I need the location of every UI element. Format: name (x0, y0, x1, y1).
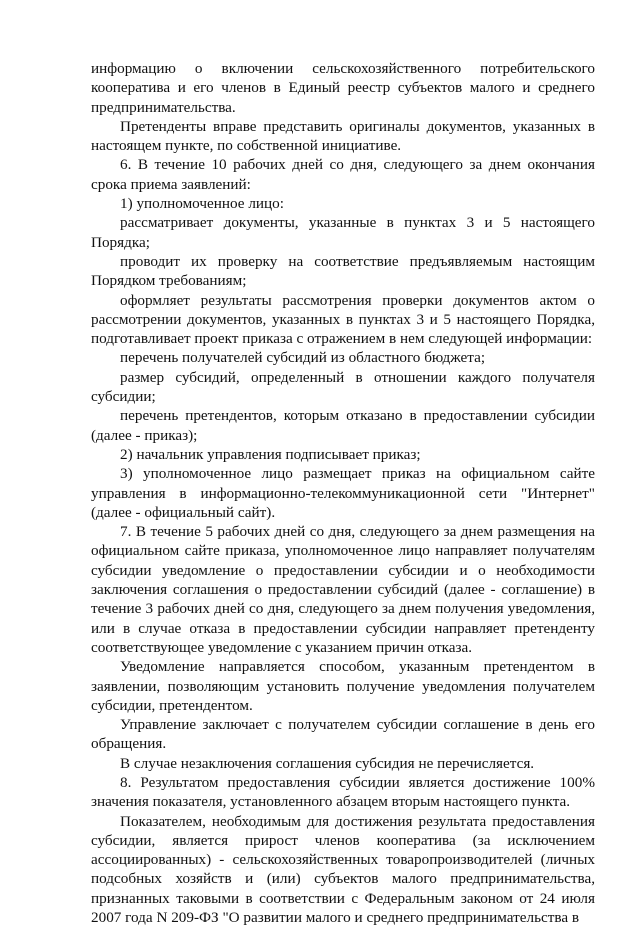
paragraph: 8. Результатом предоставления субсидии является достижение 100% значения показателя, установленного абзацем вторым настоящего пункта. (91, 773, 595, 811)
paragraph: оформляет результаты рассмотрения проверки документов актом о рассмотрении документов, указанных в пунктах 3 и 5 настоящего Порядка, подготавливает проект приказа с отражением в нем следующей информации: (91, 291, 595, 348)
paragraph: перечень получателей субсидий из областного бюджета; (120, 349, 486, 367)
paragraph: 2) начальник управления подписывает приказ; (120, 445, 421, 463)
paragraph: проводит их проверку на соответствие предъявляемым настоящим Порядком требованиям; (91, 252, 595, 290)
paragraph: размер субсидий, определенный в отношении каждого получателя субсидии; (91, 368, 595, 406)
paragraph: В случае незаключения соглашения субсидия не перечисляется. (120, 754, 535, 772)
paragraph: Уведомление направляется способом, указанным претендентом в заявлении, позволяющим установить получение уведомления получателем субсидии, претендентом. (91, 658, 595, 714)
paragraph: перечень претендентов, которым отказано в предоставлении субсидии (далее - приказ); (91, 407, 595, 444)
paragraph: 6. В течение 10 рабочих дней со дня, следующего за днем окончания срока приема заявлений: (91, 156, 595, 193)
paragraph: рассматривает документы, указанные в пунктах 3 и 5 настоящего Порядка; (91, 214, 595, 251)
document-body (91, 59, 595, 927)
paragraph: 7. В течение 5 рабочих дней со дня, следующего за днем размещения на официальном сайте приказа, уполномоченное лицо направляет получателям субсидии уведомление о предоставлении субсидии и о необходимости заключения соглашения о предоставлении субсидий (далее - соглашение) в течение 3 рабочих дней со дня, следующего за днем получения уведомления, или в случае отказа в предоставлении субсидии направляет претенденту соответствующее уведомление с указанием причин отказа. (91, 523, 595, 656)
paragraph: 3) уполномоченное лицо размещает приказ на официальном сайте управления в информационно-телекоммуникационной сети "Интернет" (далее - официальный сайт). (91, 465, 595, 521)
paragraph: Показателем, необходимым для достижения результата предоставления субсидии, является прирост членов кооператива (за исключением ассоциированных) - сельскохозяйственных товаропроизводителей (личных подсобных хозяйств и (или) субъектов малого предпринимательства, признанных таковыми в соответствии с Федеральным законом от 24 июля 2007 года N 209-ФЗ "О развитии малого и среднего предпринимательства в (91, 812, 595, 927)
paragraph: Управление заключает с получателем субсидии соглашение в день его обращения. (91, 716, 595, 753)
paragraph: информацию о включении сельскохозяйственного потребительского кооператива и его членов в Единый реестр субъектов малого и среднего предпринимательства. (91, 60, 595, 116)
paragraph: Претенденты вправе представить оригиналы документов, указанных в настоящем пункте, по собственной инициативе. (91, 117, 595, 155)
paragraph: 1) уполномоченное лицо: (120, 195, 284, 213)
